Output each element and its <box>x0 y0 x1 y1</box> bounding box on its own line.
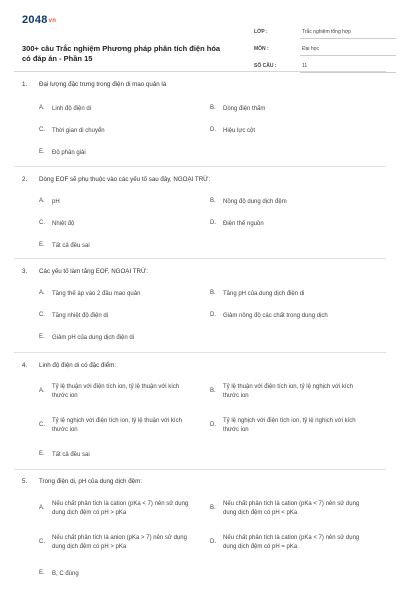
meta-value: Đại học <box>302 46 319 52</box>
option-letter: E. <box>39 242 45 248</box>
option-letter: C. <box>39 220 45 226</box>
question-divider <box>14 258 386 259</box>
question-number: 3. <box>22 268 28 275</box>
question-text: Linh độ điện di có đặc điểm: <box>39 362 117 369</box>
option-text: Thời gian di chuyển <box>52 128 105 134</box>
option-text: Linh độ điện di <box>52 106 92 112</box>
question-divider <box>14 469 386 470</box>
meta-underline <box>300 72 396 73</box>
option-letter: C. <box>39 127 45 133</box>
option-text: Tăng thế áp vào 2 đầu mao quản <box>52 291 141 297</box>
option-text: Điện thế nguồn <box>223 221 264 227</box>
meta-row-subject <box>254 43 400 60</box>
question-stem <box>22 81 166 88</box>
question-text: Dòng EOF sẽ phụ thuộc vào các yếu tố sau đây, NGOẠI TRỪ: <box>39 176 211 183</box>
option-letter: A. <box>39 198 45 204</box>
question-stem <box>22 268 148 275</box>
option-text: Nếu chất phân tích là anion (pKa > 7) nên sử dụng dung dịch đệm có pH > pKa <box>52 535 187 550</box>
option-text: Tỷ lệ nghịch với điện tích ion, tỷ lệ thuận với kích thước ion <box>52 418 182 433</box>
option-letter: A. <box>39 290 45 296</box>
option-letter: B. <box>210 198 216 204</box>
document-title: 300+ câu Trắc nghiệm Phương pháp phân tích điện hóa có đáp án - Phần 15 <box>22 44 221 63</box>
option-letter: B. <box>210 388 216 394</box>
option-text: Nếu chất phân tích là cation (pKa < 7) nên sử dụng dung dịch đệm có pH = pKa <box>223 535 360 550</box>
option-letter: A. <box>39 505 45 511</box>
option-text: Nếu chất phân tích là cation (pKa < 7) nên sử dụng dung dịch đệm có pH > pKa <box>52 501 189 516</box>
question-number: 5. <box>22 478 28 485</box>
option-letter: B. <box>210 505 216 511</box>
worksheet-header <box>22 14 382 69</box>
option-letter: D. <box>210 127 216 133</box>
option-text: Nồng độ dung dịch đệm <box>223 199 287 205</box>
option-letter: E. <box>39 149 45 155</box>
meta-underline <box>300 38 396 39</box>
option-text: Tất cả đều sai <box>52 452 90 458</box>
logo-text: 2048 <box>22 14 48 26</box>
meta-label: MÔN : <box>254 46 269 52</box>
header-divider <box>14 71 386 72</box>
option-text: Tỷ lệ thuận với điện tích ion, tỷ lệ nghịch với kích thước ion <box>223 384 353 399</box>
question-stem <box>22 478 142 485</box>
question-divider <box>14 352 386 353</box>
option-text: Giảm pH của dung dịch điện di <box>52 335 135 341</box>
option-letter: A. <box>39 388 45 394</box>
meta-value: Trắc nghiệm tổng hợp <box>302 29 351 35</box>
meta-row-count <box>254 60 400 77</box>
meta-row-class <box>254 26 400 43</box>
option-letter: D. <box>210 422 216 428</box>
option-letter: E. <box>39 334 45 340</box>
question-number: 4. <box>22 362 28 369</box>
option-text: B, C đúng <box>52 571 79 577</box>
question-number: 1. <box>22 81 28 88</box>
option-letter: B. <box>210 290 216 296</box>
meta-underline <box>300 55 396 56</box>
option-letter: D. <box>210 312 216 318</box>
option-text: Độ phân giải <box>52 150 86 156</box>
option-letter: E. <box>39 451 45 457</box>
option-letter: C. <box>39 539 45 545</box>
question-text: Trong điện di, pH của dung dịch đệm: <box>39 478 142 485</box>
option-text: pH <box>52 199 60 205</box>
option-text: Tăng nhiệt độ điện di <box>52 313 109 319</box>
option-text: Tỷ lệ nghịch với điện tích ion, tỷ lệ nghịch với kích thước ion <box>223 418 356 433</box>
option-letter: B. <box>210 105 216 111</box>
question-text: Đại lượng đặc trưng trong điện di mao quản là <box>39 81 167 88</box>
question-text: Các yếu tố làm tăng EOF, NGOẠI TRỪ: <box>39 268 149 275</box>
option-letter: C. <box>39 312 45 318</box>
option-text: Tất cả đều sai <box>52 243 90 249</box>
meta-value: 11 <box>302 63 308 69</box>
option-text: Dòng điện thấm <box>223 106 266 112</box>
option-letter: D. <box>210 220 216 226</box>
option-text: Nhiệt độ <box>52 221 75 227</box>
question-stem <box>22 362 116 369</box>
logo-suffix: vn <box>48 18 57 24</box>
site-logo[interactable] <box>22 14 56 26</box>
option-text: Hiệu lực cột <box>223 128 256 134</box>
option-letter: E. <box>39 570 45 576</box>
meta-label: SỐ CÂU : <box>254 63 277 69</box>
option-letter: A. <box>39 105 45 111</box>
option-letter: D. <box>210 539 216 545</box>
option-text: Giảm nồng độ các chất trong dung dịch <box>223 313 328 319</box>
meta-table <box>254 26 400 77</box>
option-text: Nếu chất phân tích là cation (pKa < 7) nên sử dụng dung dịch đệm có pH < pKa <box>223 501 360 516</box>
question-divider <box>14 166 386 167</box>
question-stem <box>22 176 210 183</box>
question-number: 2. <box>22 176 28 183</box>
option-letter: C. <box>39 422 45 428</box>
option-text: Tỷ lệ thuận với điện tích ion, tỷ lệ thuận với kích thước ion <box>52 384 180 399</box>
meta-label: LỚP : <box>254 29 268 35</box>
option-text: Tăng pH của dung dịch điện di <box>223 291 305 297</box>
